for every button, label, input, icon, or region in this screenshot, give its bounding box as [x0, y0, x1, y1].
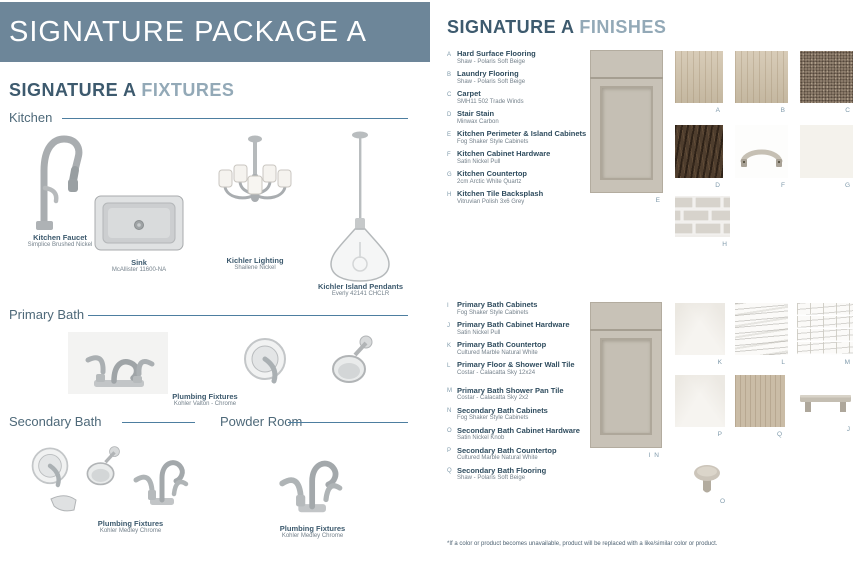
finish-name: Secondary Bath Cabinet Hardware	[457, 425, 580, 435]
swatch-cabinet-e	[590, 50, 663, 204]
swatch-stain-d	[675, 125, 723, 189]
swatch-backsplash-h	[675, 196, 730, 248]
finish-name: Carpet	[457, 89, 481, 99]
kitchen-sink-caption	[94, 258, 184, 274]
primary-shower-head-image	[324, 334, 380, 390]
swatch-tile-m	[797, 303, 853, 366]
subway-tile-icon	[675, 196, 730, 237]
swatch-carpet-c	[800, 51, 853, 114]
kitchen-chandelier-image	[212, 134, 298, 252]
kitchen-sink-model: McAllister 11600-NA	[111, 267, 167, 273]
powder-plumbing-caption	[260, 524, 365, 540]
finish-detail: Costar - Calacatta Sky 12x24	[457, 369, 536, 376]
finish-name: Primary Bath Cabinet Hardware	[457, 320, 570, 330]
finish-letter: A	[447, 51, 452, 58]
finish-name: Kitchen Cabinet Hardware	[457, 149, 551, 159]
finish-name: Primary Bath Countertop	[457, 340, 547, 350]
swatch-label-b: B	[780, 107, 786, 114]
finish-letter: P	[447, 448, 452, 455]
finish-letter: I	[447, 302, 449, 309]
finish-detail: Costar - Calacatta Sky 2x2	[457, 395, 529, 402]
page-title: SIGNATURE PACKAGE A	[9, 16, 367, 48]
cabinet-knob-icon	[692, 464, 722, 497]
finish-name: Kitchen Countertop	[457, 169, 527, 179]
secondary-faucet-image	[128, 448, 194, 506]
finish-letter: L	[447, 362, 451, 369]
finish-name: Secondary Bath Countertop	[457, 445, 557, 455]
swatch-tile-l	[735, 303, 788, 366]
finish-letter: N	[447, 408, 452, 415]
cabinet-door	[600, 86, 653, 180]
swatch-label-p: P	[717, 431, 723, 438]
powder-plumbing-name: Plumbing Fixtures	[279, 524, 346, 533]
finish-letter: O	[447, 428, 452, 435]
cabinet-door	[600, 338, 652, 435]
section-label-primary-bath: Primary Bath	[9, 307, 85, 322]
fixtures-heading-light: FIXTURES	[141, 80, 235, 100]
kitchen-sink-name: Sink	[131, 258, 147, 267]
powder-faucet-image	[273, 446, 349, 514]
swatch-label-g: G	[844, 182, 851, 189]
finish-detail: Satin Nickel Pull	[457, 158, 501, 165]
swatch-countertop-g	[800, 125, 853, 189]
finish-letter: J	[447, 322, 450, 329]
swatch-hardware-o	[692, 464, 726, 505]
swatch-label-j: J	[846, 426, 851, 433]
swatch-label-l: L	[781, 359, 786, 366]
swatch-label-h: H	[722, 241, 728, 248]
section-rule-kitchen	[62, 118, 408, 119]
finish-name: Kitchen Tile Backsplash	[457, 189, 544, 199]
primary-plumbing-name: Plumbing Fixtures	[172, 392, 238, 401]
finish-item-p	[447, 447, 662, 463]
finish-detail: Cultured Marble Natural White	[457, 349, 538, 356]
swatch-label-d: D	[715, 182, 721, 189]
cabinet-drawer-front	[590, 50, 663, 79]
primary-plumbing-model: Kohler Valton - Chrome	[173, 401, 237, 407]
swatch-label-a: A	[715, 107, 721, 114]
kitchen-lighting-model: Shailene Nickel	[234, 265, 276, 271]
swatch-label-c: C	[845, 107, 851, 114]
swatch-label-q: Q	[776, 431, 783, 438]
finish-name: Stair Stain	[457, 109, 495, 119]
kitchen-pendant-image	[325, 130, 395, 282]
cabinet-pull-icon	[735, 125, 788, 178]
kitchen-pendants-caption	[308, 282, 413, 298]
finish-detail: Fog Shaker Style Cabinets	[457, 138, 529, 145]
finishes-heading-light: FINISHES	[579, 17, 667, 37]
swatch-label-o: O	[719, 498, 726, 505]
finish-detail: Satin Nickel Pull	[457, 329, 501, 336]
kitchen-pendants-model: Everly 42141 CHCLR	[331, 291, 390, 297]
finish-name: Kitchen Perimeter & Island Cabinets	[457, 129, 587, 139]
swatch-countertop-k	[675, 303, 725, 366]
finish-detail: Satin Nickel Knob	[457, 435, 505, 442]
finish-letter: K	[447, 342, 452, 349]
finish-detail: Shaw - Polaris Soft Beige	[457, 58, 526, 65]
finish-detail: Shaw - Polaris Soft Beige	[457, 78, 526, 85]
finish-detail: Fog Shaker Style Cabinets	[457, 415, 529, 422]
section-rule-powder-room	[288, 422, 408, 423]
powder-plumbing-model: Kohler Medley Chrome	[281, 533, 344, 539]
primary-faucet-image	[68, 332, 168, 394]
finish-letter: H	[447, 191, 452, 198]
swatch-label-in: I N	[648, 452, 660, 459]
secondary-plumbing-caption	[78, 519, 183, 535]
swatch-label-m: M	[844, 359, 851, 366]
disclaimer-text: *If a color or product becomes unavailable, product will be replaced with a like/similar color or product.	[447, 541, 718, 547]
swatch-hardware-f	[735, 125, 788, 189]
finish-name: Primary Bath Shower Pan Tile	[457, 385, 564, 395]
finish-detail: Fog Shaker Style Cabinets	[457, 309, 529, 316]
swatch-hardware-j	[798, 390, 853, 433]
finish-letter: E	[447, 131, 452, 138]
section-rule-secondary-bath	[122, 422, 195, 423]
finish-letter: G	[447, 171, 452, 178]
finish-name: Hard Surface Flooring	[457, 49, 536, 58]
secondary-shower-head-image	[80, 444, 126, 492]
kitchen-faucet-image	[14, 126, 99, 231]
secondary-shower-valve-image	[28, 444, 72, 492]
section-rule-primary-bath	[88, 315, 408, 316]
finish-detail: Vitruvian Polish 3x6 Grey	[457, 198, 525, 205]
secondary-plumbing-name: Plumbing Fixtures	[97, 519, 164, 528]
section-label-secondary-bath: Secondary Bath	[9, 414, 102, 429]
kitchen-faucet-name: Kitchen Faucet	[33, 233, 87, 242]
bar-pull-icon	[798, 390, 853, 420]
finish-item-q	[447, 467, 662, 483]
finish-name: Secondary Bath Flooring	[457, 465, 547, 475]
primary-plumbing-caption	[155, 392, 255, 408]
page-title-banner	[0, 2, 430, 62]
swatch-label-k: K	[717, 359, 723, 366]
finish-letter: B	[447, 71, 452, 78]
finish-letter: Q	[447, 468, 452, 475]
swatch-flooring-a	[675, 51, 723, 114]
finish-detail: Cultured Marble Natural White	[457, 455, 538, 462]
finish-name: Primary Floor & Shower Wall Tile	[457, 360, 575, 370]
kitchen-lighting-name: Kichler Lighting	[226, 256, 284, 265]
finish-letter: M	[447, 388, 452, 395]
secondary-tub-spout-image	[48, 492, 80, 514]
cabinet-drawer-front	[590, 302, 662, 331]
finishes-heading	[447, 17, 666, 38]
primary-shower-valve-image	[240, 334, 290, 389]
swatch-flooring-q	[735, 375, 785, 438]
kitchen-lighting-caption	[208, 256, 302, 272]
finish-name: Primary Bath Cabinets	[457, 300, 538, 309]
fixtures-heading	[9, 80, 234, 101]
swatch-label-f: F	[781, 182, 786, 189]
fixtures-heading-strong: SIGNATURE A	[9, 80, 136, 100]
secondary-plumbing-model: Kohler Medley Chrome	[99, 528, 162, 534]
kitchen-sink-image	[93, 192, 185, 254]
swatch-label-e: E	[655, 197, 661, 204]
finish-name: Laundry Flooring	[457, 69, 519, 79]
finish-detail: Minwax Carbon	[457, 118, 499, 125]
section-label-kitchen: Kitchen	[9, 110, 53, 125]
swatch-countertop-p	[675, 375, 725, 438]
finish-name: Secondary Bath Cabinets	[457, 405, 548, 415]
swatch-flooring-b	[735, 51, 788, 114]
finishes-heading-strong: SIGNATURE A	[447, 17, 574, 37]
finish-letter: F	[447, 151, 451, 158]
swatch-cabinet-in	[590, 302, 662, 459]
finish-detail: SMH11 502 Trade Winds	[457, 98, 524, 105]
section-label-powder-room: Powder Room	[220, 414, 303, 429]
finish-detail: Shaw - Polaris Soft Beige	[457, 475, 526, 482]
finish-letter: C	[447, 91, 452, 98]
kitchen-pendants-name: Kichler Island Pendants	[317, 282, 404, 291]
finish-detail: 2cm Arctic White Quartz	[457, 178, 522, 185]
finish-letter: D	[447, 111, 452, 118]
kitchen-faucet-model: Simplice Brushed Nickel	[27, 242, 93, 248]
